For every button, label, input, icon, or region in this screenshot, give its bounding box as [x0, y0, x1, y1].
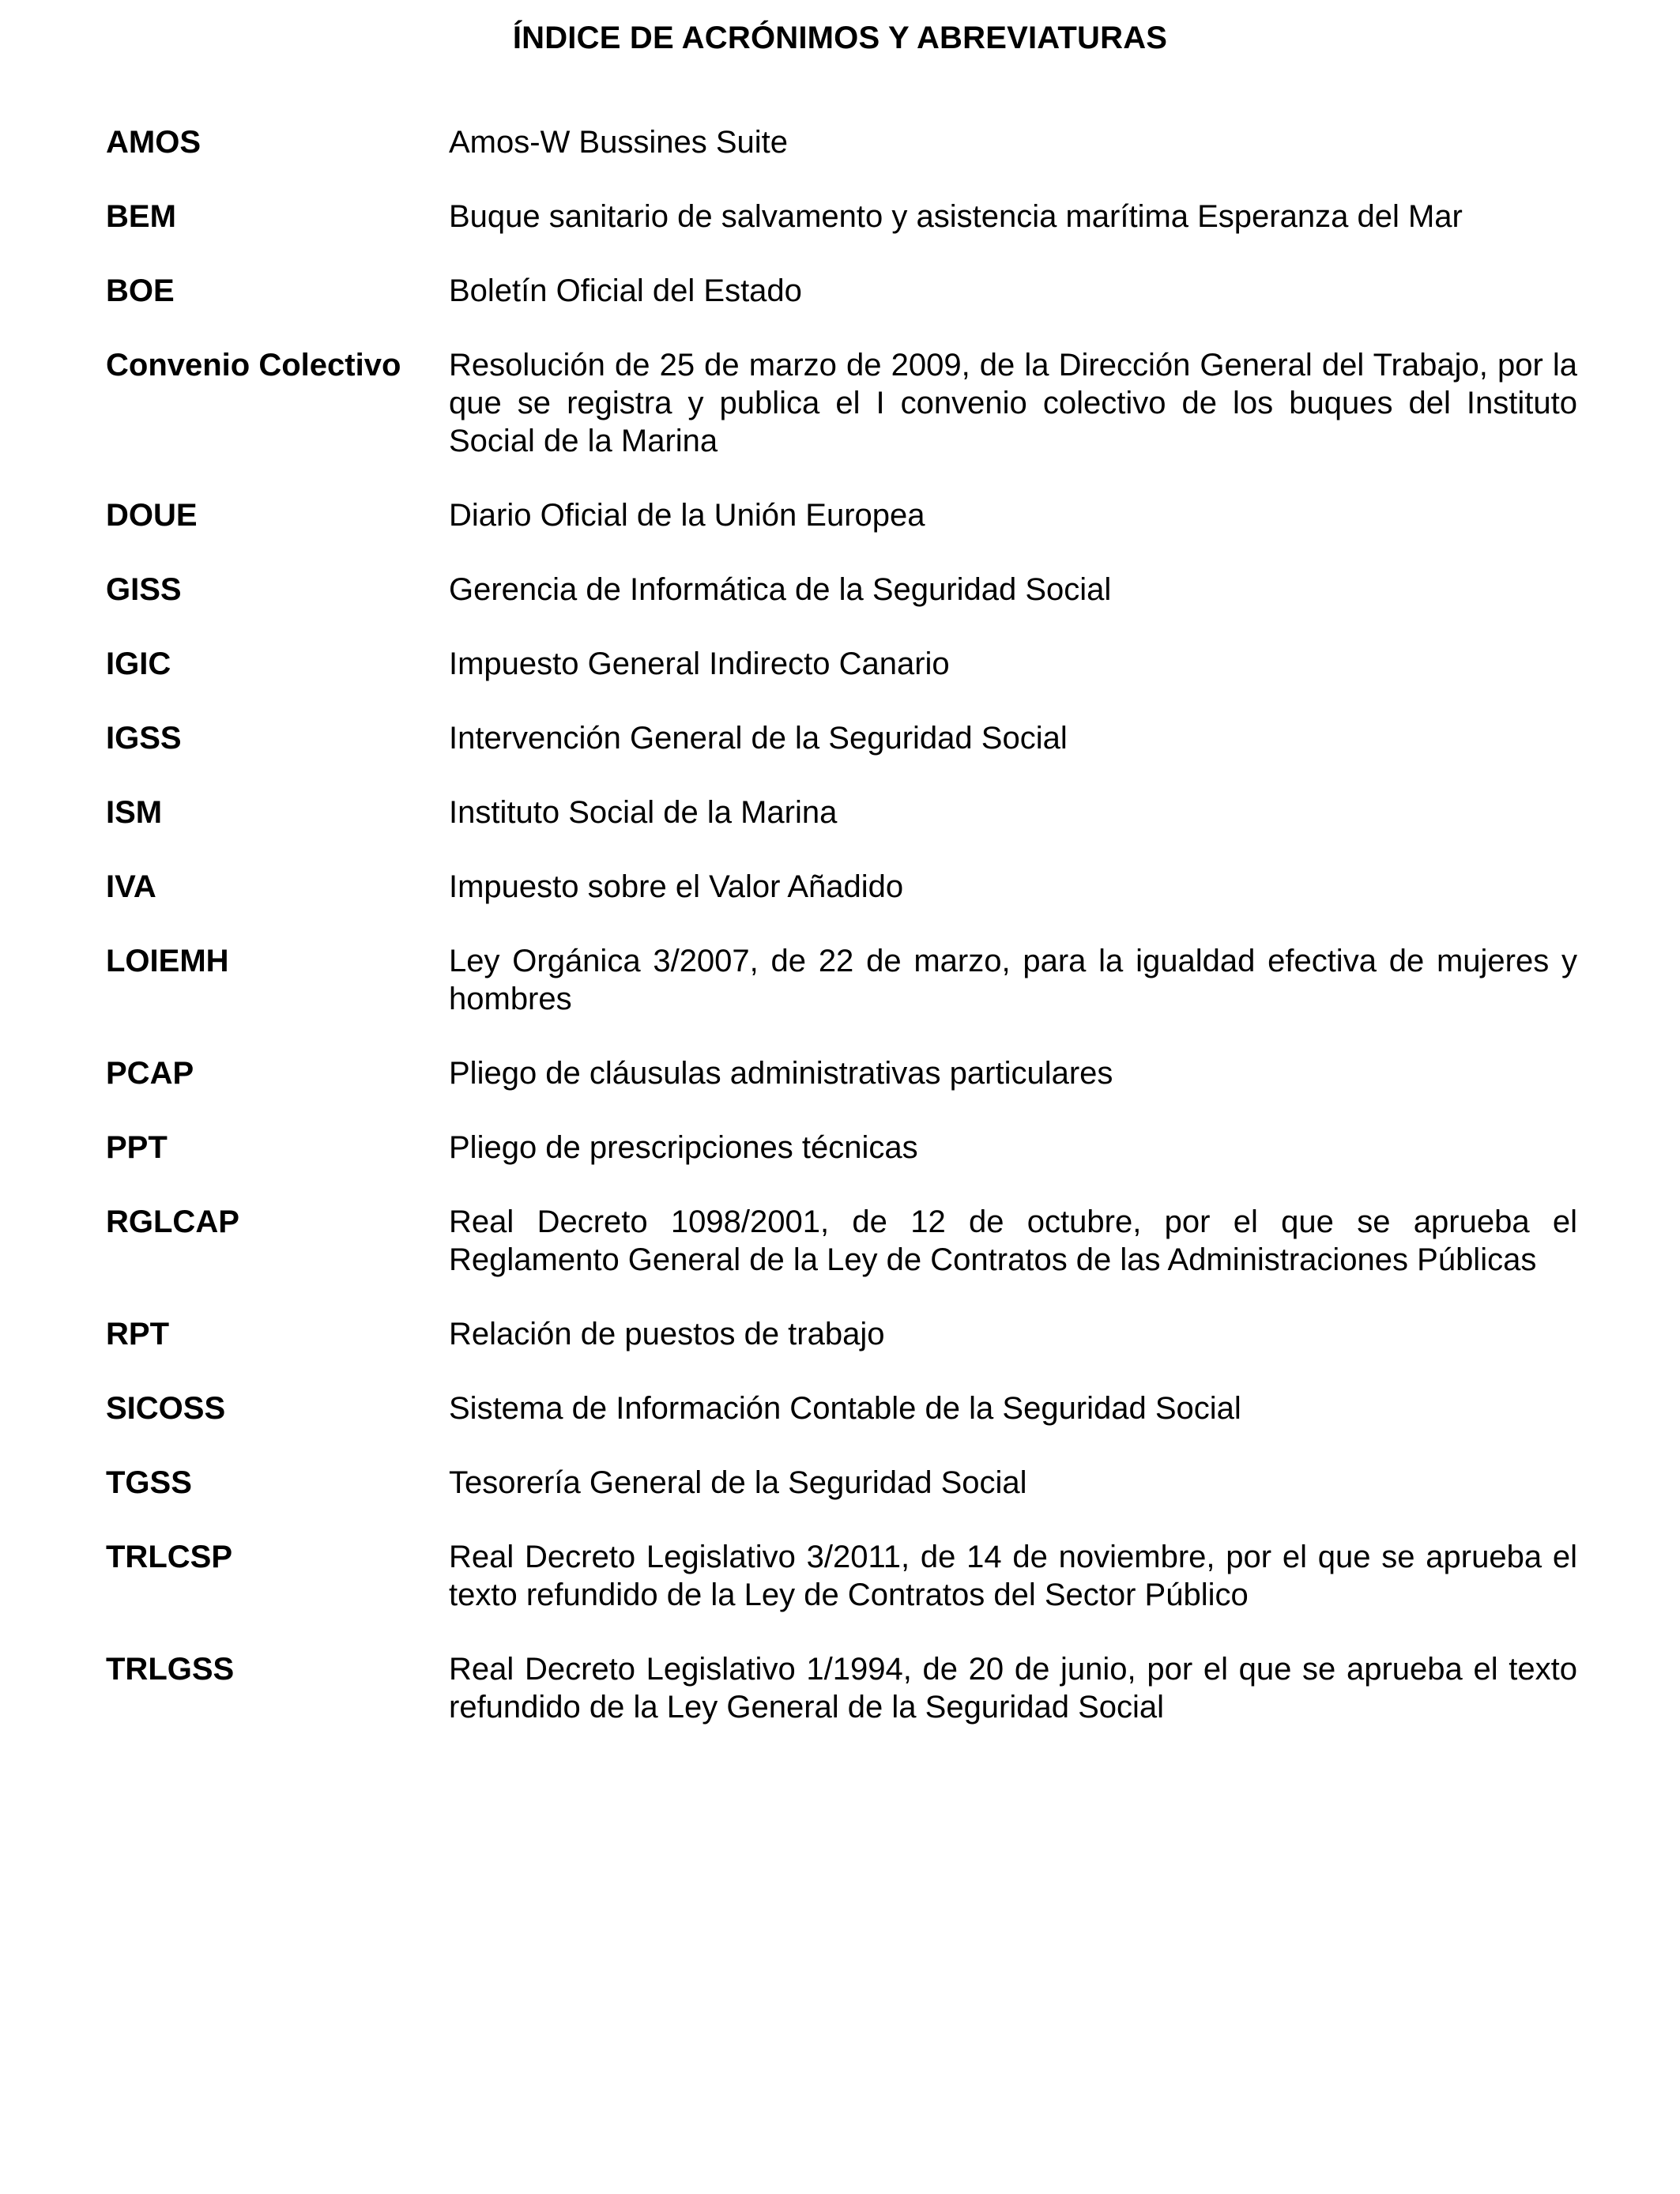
- acronym-entry: [106, 496, 1577, 534]
- acronym-term: IGIC: [106, 647, 171, 681]
- acronym-entry: [106, 794, 1577, 831]
- acronym-entry: [106, 645, 1577, 683]
- acronym-entry: [106, 1389, 1577, 1427]
- acronym-entry: [106, 1203, 1577, 1279]
- acronym-definition: Pliego de cláusulas administrativas particulares: [449, 1056, 1113, 1091]
- acronym-definition: Buque sanitario de salvamento y asistencia marítima Esperanza del Mar: [449, 199, 1463, 234]
- acronym-term: TGSS: [106, 1465, 192, 1500]
- acronym-entry: [106, 1315, 1577, 1353]
- acronym-definition: Relación de puestos de trabajo: [449, 1317, 885, 1351]
- acronym-term: PCAP: [106, 1056, 194, 1091]
- acronym-definition: Diario Oficial de la Unión Europea: [449, 498, 925, 533]
- acronym-entry: [106, 868, 1577, 906]
- acronym-definition: Ley Orgánica 3/2007, de 22 de marzo, para la igualdad efectiva de mujeres y hombres: [449, 944, 1577, 1016]
- acronym-definition: Impuesto General Indirecto Canario: [449, 647, 950, 681]
- acronym-definition: Amos-W Bussines Suite: [449, 125, 789, 160]
- acronym-definition: Real Decreto Legislativo 1/1994, de 20 de junio, por el que se aprueba el texto refundido de la Ley General de la Seguridad Social: [449, 1652, 1577, 1725]
- acronym-entry: [106, 272, 1577, 310]
- acronym-entry: [106, 123, 1577, 161]
- acronym-entry: [106, 1464, 1577, 1502]
- acronym-term: BEM: [106, 199, 176, 234]
- acronym-definition: Impuesto sobre el Valor Añadido: [449, 869, 904, 904]
- acronym-entry: [106, 346, 1577, 460]
- acronym-definition: Gerencia de Informática de la Seguridad Social: [449, 572, 1112, 607]
- acronym-list: [106, 123, 1577, 1762]
- acronym-term: GISS: [106, 572, 182, 607]
- acronym-definition: Tesorería General de la Seguridad Social: [449, 1465, 1027, 1500]
- acronym-definition: Resolución de 25 de marzo de 2009, de la Dirección General del Trabajo, por la que se registra y publica el I convenio colectivo de los buques del Instituto Social de la Marina: [449, 348, 1577, 458]
- acronym-entry: [106, 1538, 1577, 1614]
- acronym-term: BOE: [106, 273, 175, 308]
- acronym-term: Convenio Colectivo: [106, 348, 401, 383]
- acronym-entry: [106, 719, 1577, 757]
- acronym-term: IVA: [106, 869, 156, 904]
- acronym-entry: [106, 198, 1577, 236]
- acronym-definition: Real Decreto 1098/2001, de 12 de octubre, por el que se aprueba el Reglamento General de la Ley de Contratos de las Administraciones Públicas: [449, 1204, 1577, 1277]
- acronym-entry: [106, 1054, 1577, 1092]
- acronym-entry: [106, 571, 1577, 609]
- acronym-term: PPT: [106, 1130, 168, 1165]
- acronym-term: DOUE: [106, 498, 198, 533]
- acronym-term: IGSS: [106, 721, 182, 756]
- acronym-term: ISM: [106, 795, 163, 830]
- page-title: ÍNDICE DE ACRÓNIMOS Y ABREVIATURAS: [512, 21, 1168, 55]
- acronym-definition: Pliego de prescripciones técnicas: [449, 1130, 918, 1165]
- acronym-term: TRLGSS: [106, 1652, 235, 1687]
- acronym-term: AMOS: [106, 125, 201, 160]
- acronym-definition: Instituto Social de la Marina: [449, 795, 838, 830]
- acronym-entry: [106, 1650, 1577, 1726]
- acronym-definition: Real Decreto Legislativo 3/2011, de 14 de noviembre, por el que se aprueba el texto refundido de la Ley de Contratos del Sector Público: [449, 1540, 1577, 1612]
- acronym-definition: Boletín Oficial del Estado: [449, 273, 802, 308]
- acronym-definition: Sistema de Información Contable de la Seguridad Social: [449, 1391, 1241, 1426]
- acronym-term: TRLCSP: [106, 1540, 232, 1574]
- acronym-term: SICOSS: [106, 1391, 226, 1426]
- acronym-term: RGLCAP: [106, 1204, 239, 1239]
- acronym-term: RPT: [106, 1317, 169, 1351]
- acronym-entry: [106, 1129, 1577, 1167]
- acronym-definition: Intervención General de la Seguridad Social: [449, 721, 1068, 756]
- acronym-term: LOIEMH: [106, 944, 229, 978]
- acronym-entry: [106, 942, 1577, 1018]
